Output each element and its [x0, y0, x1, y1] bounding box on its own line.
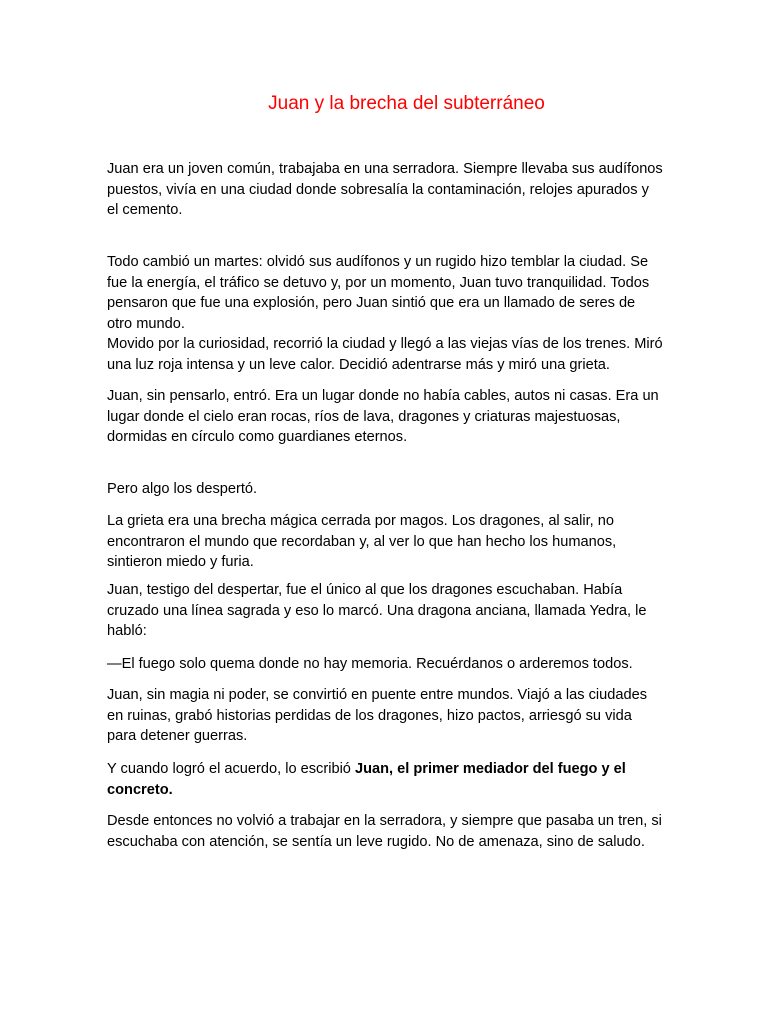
- paragraph-10: [107, 759, 663, 800]
- paragraph-10-text: Y cuando logró el acuerdo, lo escribió: [107, 761, 355, 777]
- paragraph-5: Pero algo los despertó.: [107, 481, 258, 497]
- paragraph-9: Juan, sin magia ni poder, se convirtió en puente entre mundos. Viajó a las ciudades en ruinas, grabó historias perdidas de los dragones, hizo pactos, arriesgó su vida para detener guerras.: [107, 687, 648, 745]
- paragraph-4: Juan, sin pensarlo, entró. Era un lugar donde no había cables, autos ni casas. Era un lugar donde el cielo eran rocas, ríos de lava, dragones y criaturas majestuosas, dormidas en círculo como guardianes eternos.: [107, 388, 659, 446]
- paragraph-6: La grieta era una brecha mágica cerrada por magos. Los dragones, al salir, no encontraron el mundo que recordaban y, al ver lo que han hecho los humanos, sintieron miedo y furia.: [107, 513, 617, 571]
- paragraph-3: Movido por la curiosidad, recorrió la ciudad y llegó a las viejas vías de los trenes. Miró una luz roja intensa y un leve calor. Decidió adentrarse más y miró una grieta.: [107, 336, 663, 373]
- document-title: Juan y la brecha del subterráneo: [268, 93, 545, 114]
- paragraph-7: Juan, testigo del despertar, fue el único al que los dragones escuchaban. Había cruzado una línea sagrada y eso lo marcó. Una dragona anciana, llamada Yedra, le habló:: [107, 582, 647, 640]
- paragraph-2: Todo cambió un martes: olvidó sus audífonos y un rugido hizo temblar la ciudad. Se fue la energía, el tráfico se detuvo y, por un momento, Juan tuvo tranquilidad. Todos pensaron que fue una explosión, pero Juan sintió que era un llamado de seres de otro mundo.: [107, 254, 650, 332]
- paragraph-11: Desde entonces no volvió a trabajar en la serradora, y siempre que pasaba un tren, si escuchaba con atención, se sentía un leve rugido. No de amenaza, sino de saludo.: [107, 813, 662, 850]
- paragraph-10-bold: Juan, el primer mediador del fuego y el concreto.: [107, 761, 626, 798]
- paragraph-1: Juan era un joven común, trabajaba en una serradora. Siempre llevaba sus audífonos puestos, vivía en una ciudad donde sobresalía la contaminación, relojes apurados y el cemento.: [107, 161, 663, 219]
- paragraph-8: —El fuego solo quema donde no hay memoria. Recuérdanos o arderemos todos.: [107, 656, 633, 672]
